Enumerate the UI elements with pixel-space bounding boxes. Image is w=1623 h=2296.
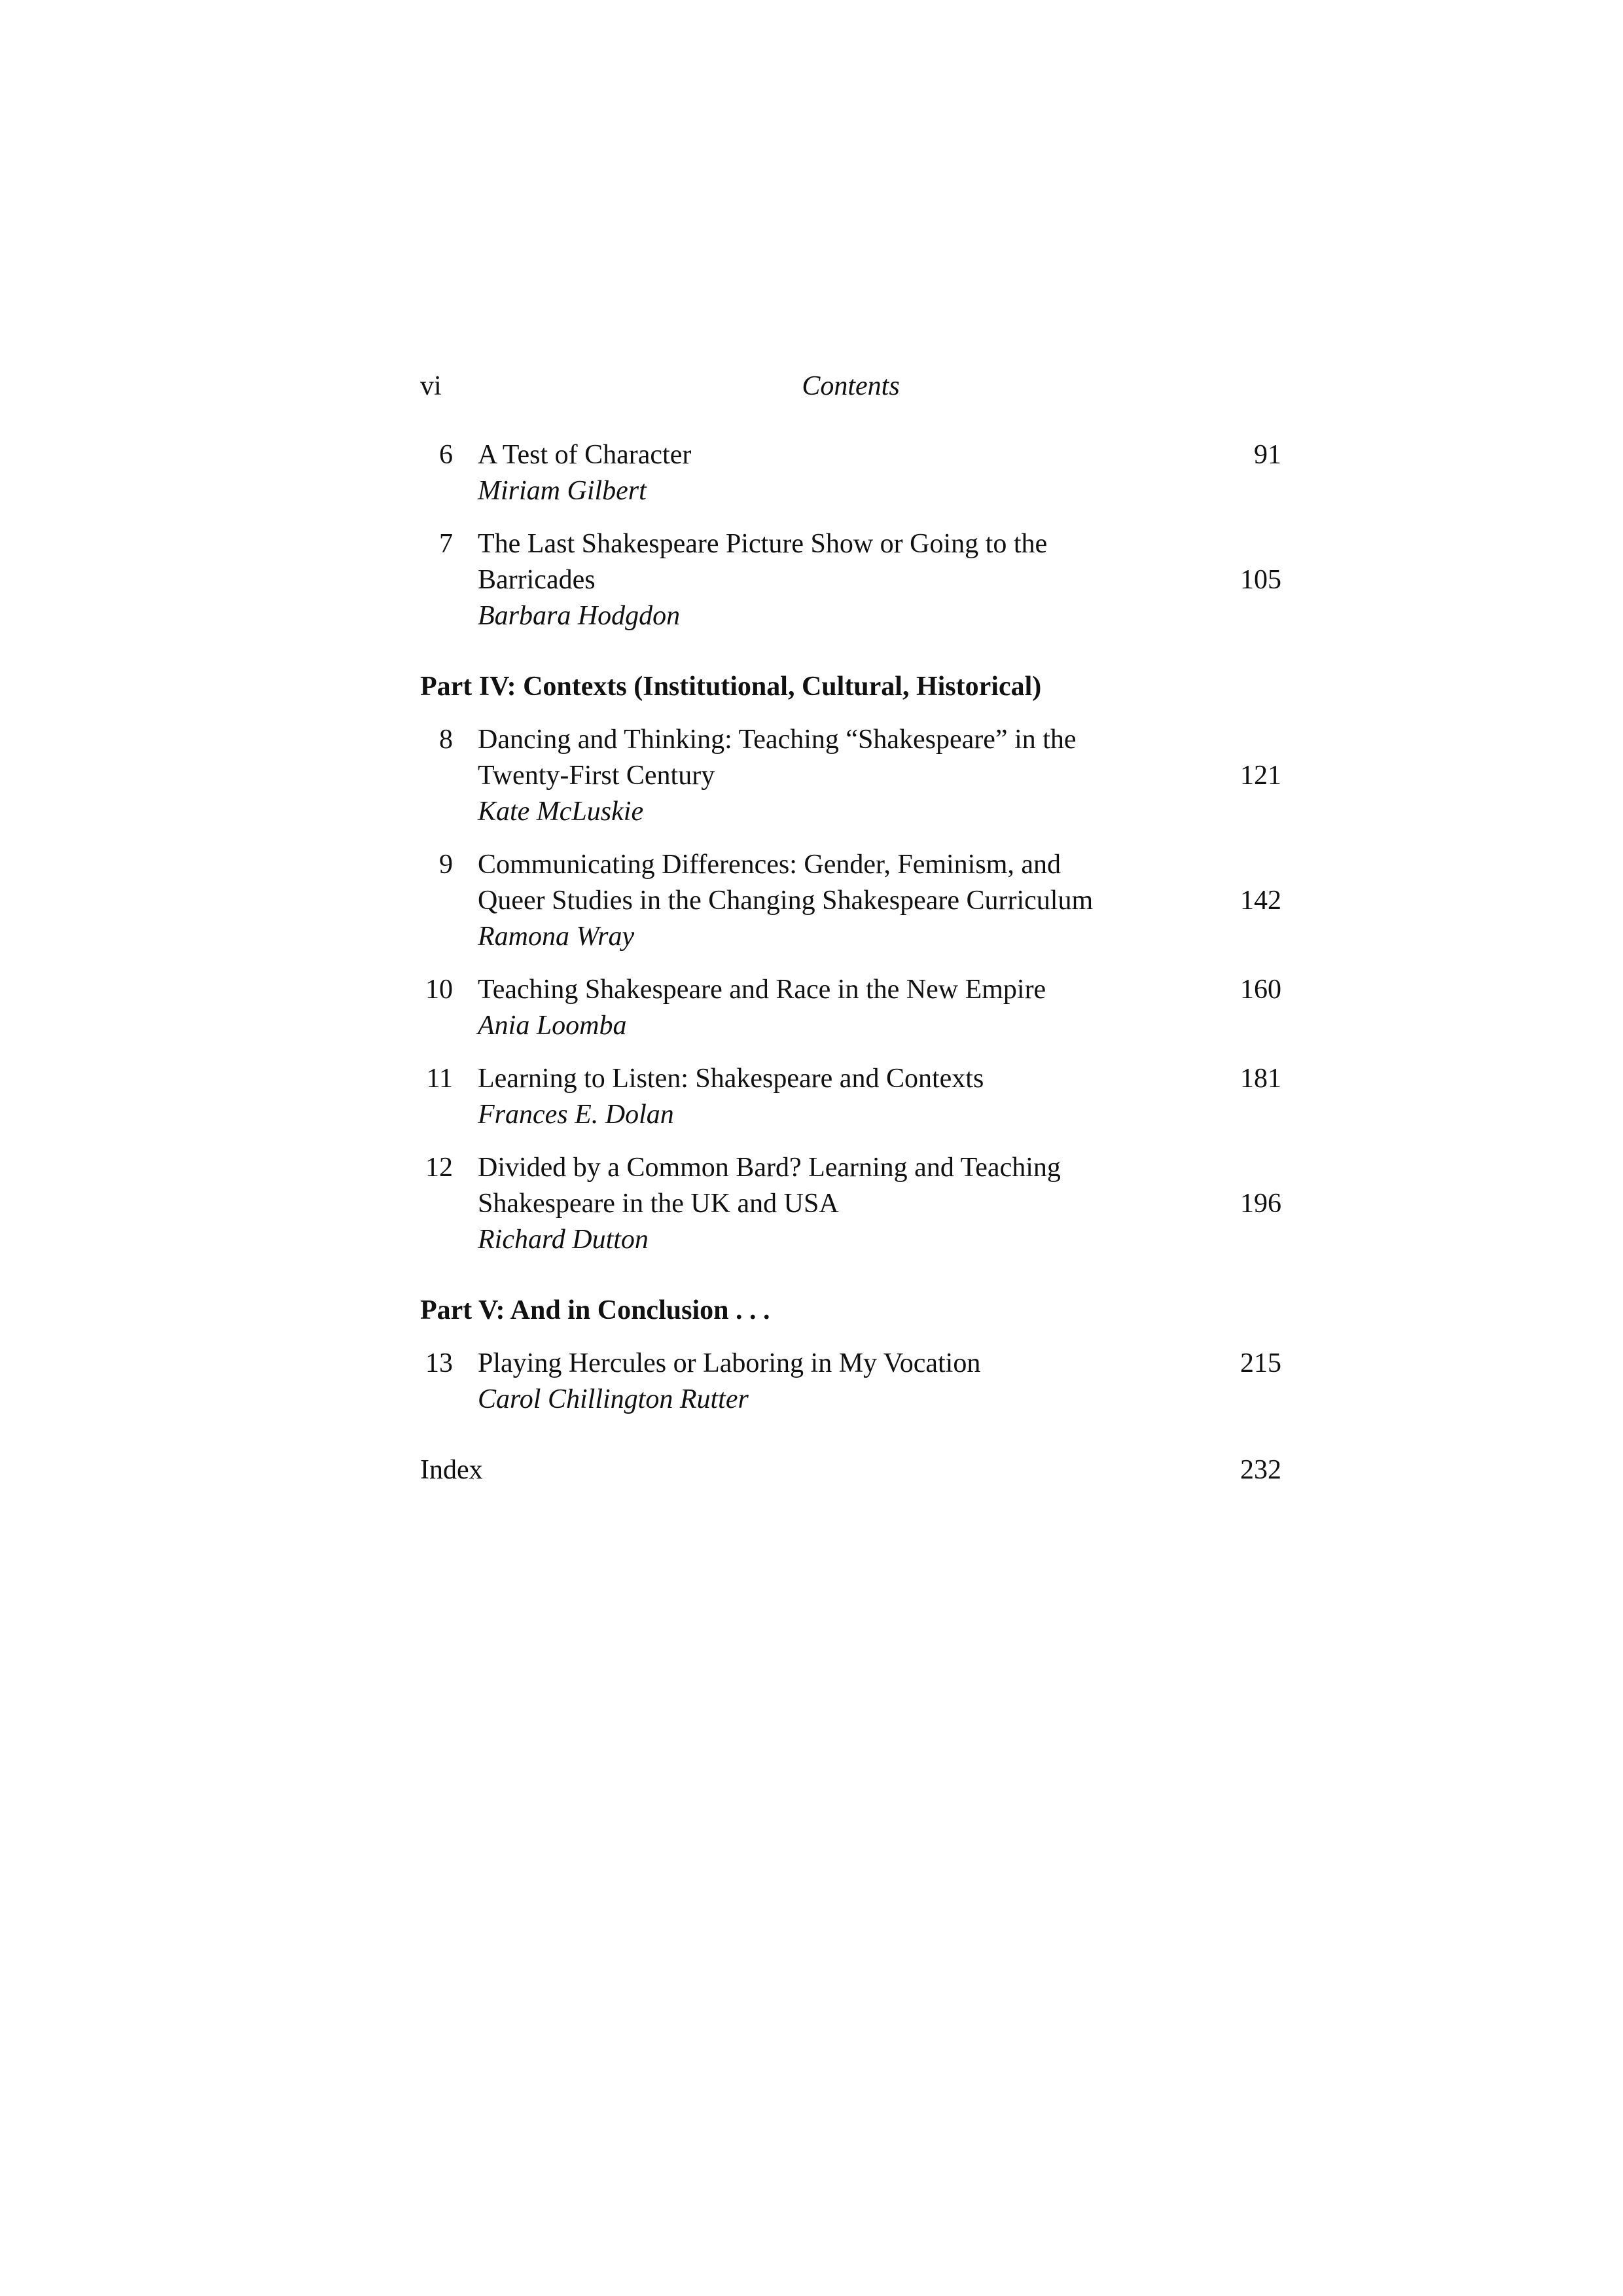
- chapter-number: 10: [425, 975, 453, 1005]
- toc-entry-8[interactable]: [420, 722, 1281, 830]
- toc-entry-7[interactable]: [420, 526, 1281, 634]
- toc-entry-6[interactable]: [420, 437, 1281, 509]
- chapter-title-line-1: Communicating Differences: Gender, Feminism, and: [478, 850, 1061, 880]
- toc-entry-11[interactable]: [420, 1061, 1281, 1133]
- chapter-author: Carol Chillington Rutter: [478, 1384, 749, 1414]
- index-label: Index: [420, 1455, 483, 1485]
- chapter-page-number: 215: [1240, 1348, 1281, 1378]
- chapter-title-line-2: Queer Studies in the Changing Shakespeare Curriculum: [478, 886, 1094, 916]
- chapter-title: Playing Hercules or Laboring in My Vocation: [478, 1348, 981, 1378]
- chapter-page-number: 105: [1240, 565, 1281, 595]
- chapter-author: Ramona Wray: [478, 922, 635, 952]
- chapter-author: Richard Dutton: [478, 1225, 649, 1255]
- folio: vi: [420, 371, 442, 401]
- chapter-author: Ania Loomba: [478, 1011, 627, 1041]
- chapter-page-number: 196: [1240, 1189, 1281, 1219]
- chapter-page-number: 181: [1240, 1064, 1281, 1094]
- index-page-number: 232: [1240, 1455, 1281, 1485]
- book-page: [420, 367, 1281, 1488]
- chapter-title: Learning to Listen: Shakespeare and Contexts: [478, 1064, 984, 1094]
- chapter-page-number: 121: [1240, 761, 1281, 791]
- chapter-number: 9: [439, 850, 453, 880]
- toc-entry-10[interactable]: [420, 972, 1281, 1044]
- chapter-title-line-2: Barricades: [478, 565, 596, 595]
- chapter-author: Kate McLuskie: [478, 797, 644, 827]
- chapter-number: 11: [426, 1064, 453, 1094]
- part-heading-iv: Part IV: Contexts (Institutional, Cultural, Historical): [420, 672, 1042, 702]
- running-head: [420, 367, 1281, 406]
- chapter-title-line-2: Twenty-First Century: [478, 761, 715, 791]
- chapter-author: Barbara Hodgdon: [478, 601, 681, 631]
- chapter-title-line-1: Dancing and Thinking: Teaching “Shakespeare” in the: [478, 725, 1077, 755]
- chapter-number: 13: [425, 1348, 453, 1378]
- chapter-title: Teaching Shakespeare and Race in the New Empire: [478, 975, 1046, 1005]
- chapter-number: 7: [439, 529, 453, 559]
- chapter-title-line-1: The Last Shakespeare Picture Show or Going to the: [478, 529, 1048, 559]
- chapter-number: 8: [439, 725, 453, 755]
- toc-entry-13[interactable]: [420, 1346, 1281, 1418]
- chapter-title: A Test of Character: [478, 440, 692, 470]
- chapter-author: Miriam Gilbert: [478, 476, 647, 506]
- chapter-number: 12: [425, 1153, 453, 1183]
- chapter-title-line-2: Shakespeare in the UK and USA: [478, 1189, 839, 1219]
- toc-entry-12[interactable]: [420, 1150, 1281, 1258]
- toc-entry-9[interactable]: [420, 847, 1281, 955]
- chapter-author: Frances E. Dolan: [478, 1100, 674, 1130]
- chapter-page-number: 142: [1240, 886, 1281, 916]
- chapter-title-line-1: Divided by a Common Bard? Learning and Teaching: [478, 1153, 1061, 1183]
- part-heading-v: Part V: And in Conclusion . . .: [420, 1295, 770, 1325]
- running-title: Contents: [802, 371, 900, 401]
- chapter-page-number: 160: [1240, 975, 1281, 1005]
- chapter-number: 6: [439, 440, 453, 470]
- table-of-contents: [420, 437, 1281, 1488]
- chapter-page-number: 91: [1254, 440, 1281, 470]
- toc-entry-index[interactable]: [420, 1452, 1281, 1488]
